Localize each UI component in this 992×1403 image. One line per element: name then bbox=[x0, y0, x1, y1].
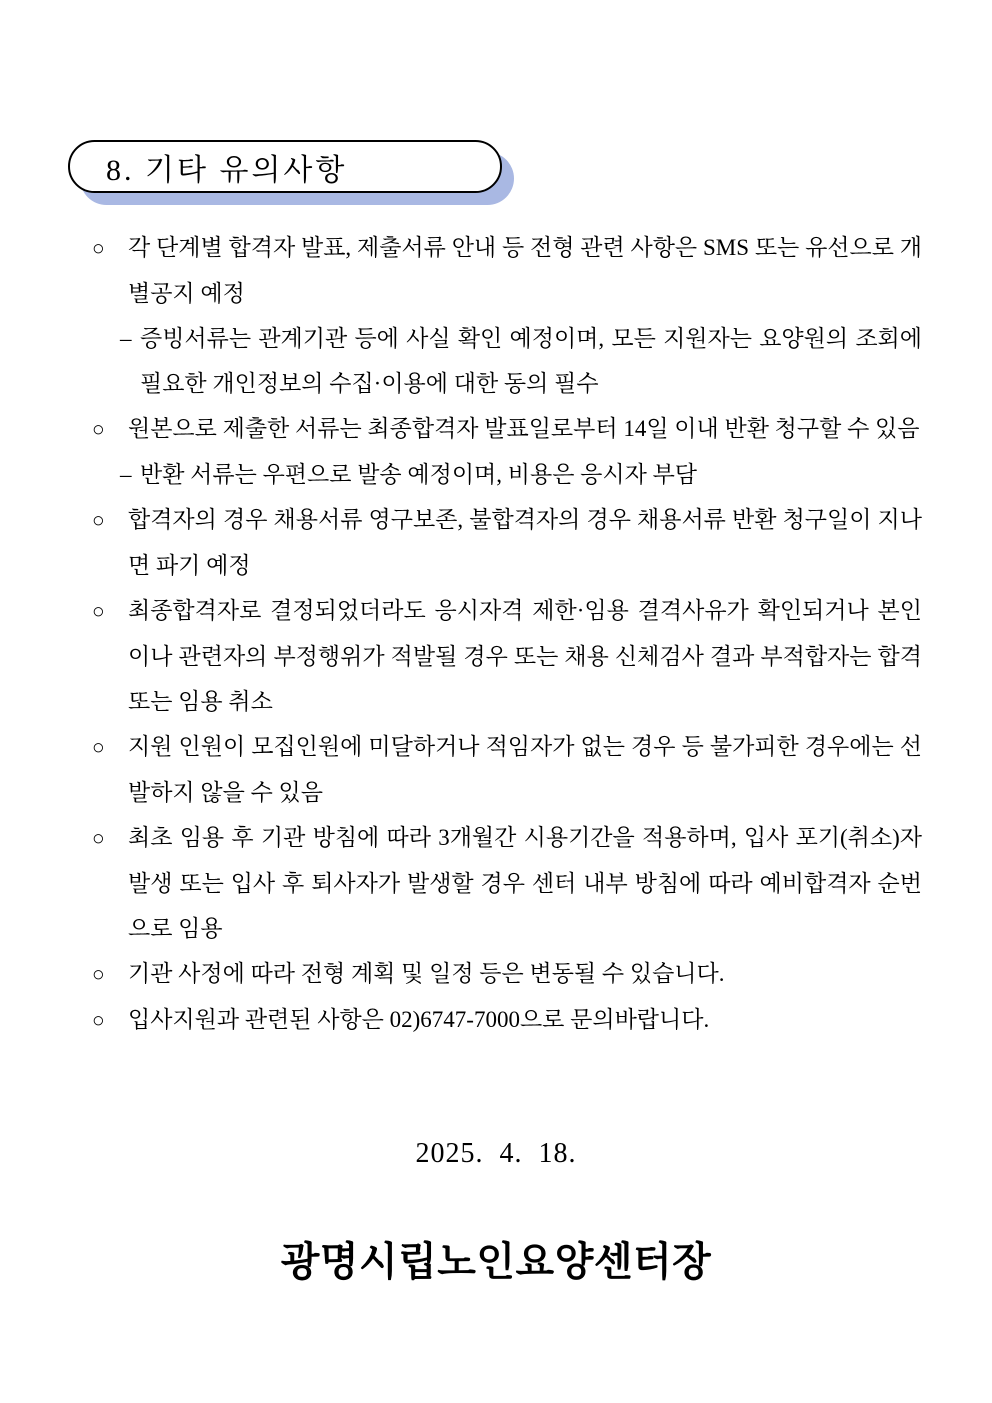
circle-bullet-icon: ○ bbox=[92, 735, 105, 759]
list-item bbox=[92, 951, 922, 997]
list-subitem bbox=[120, 452, 922, 497]
list-item-text: 각 단계별 합격자 발표, 제출서류 안내 등 전형 관련 사항은 SMS 또는 유선으로 개별공지 예정 bbox=[128, 235, 922, 306]
list-item-text: 반환 서류는 우편으로 발송 예정이며, 비용은 응시자 부담 bbox=[140, 462, 698, 487]
list-item-text: 증빙서류는 관계기관 등에 사실 확인 예정이며, 모든 지원자는 요양원의 조회에 필요한 개인정보의 수집·이용에 대한 동의 필수 bbox=[140, 326, 922, 396]
section-header-title: 8. 기타 유의사항 bbox=[106, 153, 348, 187]
list-item bbox=[92, 406, 922, 452]
list-subitem bbox=[120, 316, 922, 406]
list-item bbox=[92, 997, 922, 1043]
circle-bullet-icon: ○ bbox=[92, 236, 105, 260]
list-item-text: 기관 사정에 따라 전형 계획 및 일정 등은 변동될 수 있습니다. bbox=[128, 961, 725, 986]
document-date: 2025. 4. 18. bbox=[415, 1138, 577, 1169]
circle-bullet-icon: ○ bbox=[92, 417, 105, 441]
circle-bullet-icon: ○ bbox=[92, 599, 105, 623]
list-item-text: 최종합격자로 결정되었더라도 응시자격 제한·임용 결격사유가 확인되거나 본인이나 관련자의 부정행위가 적발될 경우 또는 채용 신체검사 결과 부적합자는 합격 또는 임용 취소 bbox=[128, 598, 922, 714]
list-item-text: 최초 임용 후 기관 방침에 따라 3개월간 시용기간을 적용하며, 입사 포기(취소)자 발생 또는 입사 후 퇴사자가 발생할 경우 센터 내부 방침에 따라 예비합격자 순번으로 임용 bbox=[128, 825, 922, 941]
circle-bullet-icon: ○ bbox=[92, 508, 105, 532]
circle-bullet-icon: ○ bbox=[92, 1008, 105, 1032]
issuing-authority-signature: 광명시립노인요양센터장 bbox=[280, 1239, 712, 1284]
list-item bbox=[92, 588, 922, 724]
list-item bbox=[92, 724, 922, 815]
list-item bbox=[92, 497, 922, 588]
circle-bullet-icon: ○ bbox=[92, 962, 105, 986]
section-header-box bbox=[68, 140, 502, 193]
dash-bullet-icon: – bbox=[120, 326, 132, 351]
list-item bbox=[92, 225, 922, 316]
notice-list bbox=[92, 225, 922, 1043]
dash-bullet-icon: – bbox=[120, 462, 132, 487]
list-item-text: 입사지원과 관련된 사항은 02)6747-7000으로 문의바랍니다. bbox=[128, 1007, 710, 1032]
list-item-text: 지원 인원이 모집인원에 미달하거나 적임자가 없는 경우 등 불가피한 경우에는 선발하지 않을 수 있음 bbox=[128, 734, 922, 805]
list-item-text: 원본으로 제출한 서류는 최종합격자 발표일로부터 14일 이내 반환 청구할 수 있음 bbox=[128, 416, 920, 441]
circle-bullet-icon: ○ bbox=[92, 826, 105, 850]
list-item-text: 합격자의 경우 채용서류 영구보존, 불합격자의 경우 채용서류 반환 청구일이 지나면 파기 예정 bbox=[128, 507, 922, 578]
list-item bbox=[92, 815, 922, 951]
